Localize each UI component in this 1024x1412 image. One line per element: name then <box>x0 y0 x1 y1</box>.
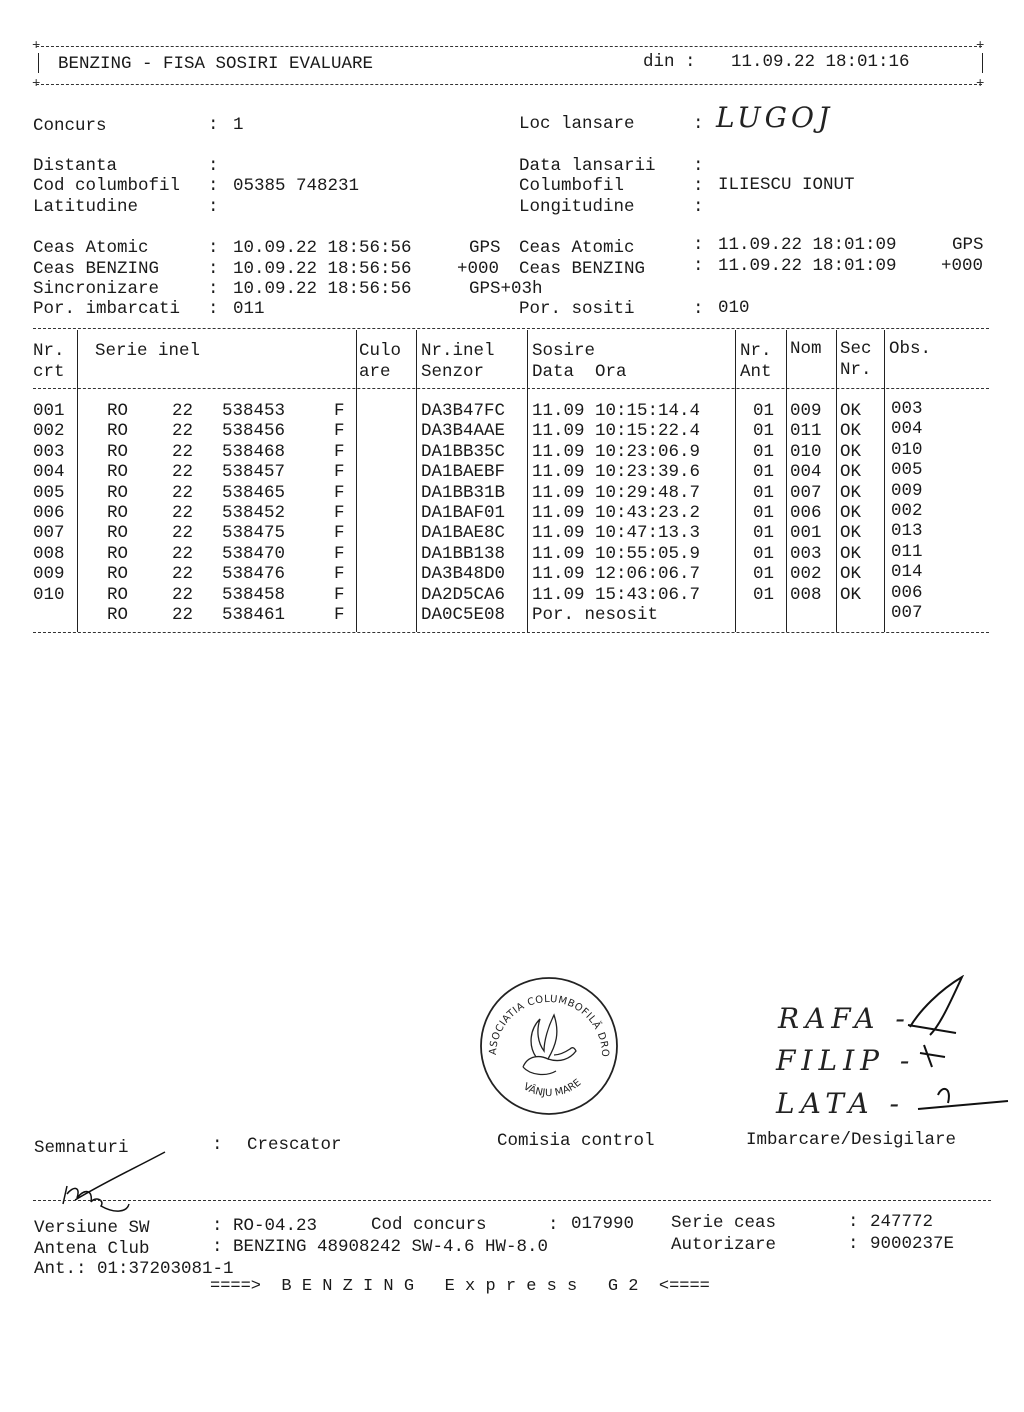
row-sensor-id: DA1BAE8C <box>421 523 506 544</box>
row-nom: 009 <box>790 401 822 421</box>
longitudine-label: Longitudine <box>519 197 635 217</box>
header-bottom-border <box>36 84 982 85</box>
row-sensor-id: DA1BB31B <box>421 482 506 503</box>
row-ring-number: 538476 <box>222 564 286 585</box>
comisia-control-label: Comisia control <box>497 1131 655 1151</box>
row-year: 22 <box>172 482 194 503</box>
row-nr: 007 <box>33 523 65 544</box>
header-nr-ant-2: Ant <box>740 362 772 382</box>
row-sensor-id: DA3B48D0 <box>421 564 506 585</box>
header-serie-inel: Serie inel <box>95 341 201 361</box>
row-nom: 008 <box>790 584 822 605</box>
row-sensor-id: DA1BAEBF <box>421 462 506 483</box>
colon: : <box>208 115 219 135</box>
colon: : <box>208 238 219 258</box>
row-nr: 009 <box>33 564 65 585</box>
col-separator <box>884 330 885 632</box>
row-ring-number: 538453 <box>222 401 286 421</box>
row-antenna: 01 <box>753 401 775 421</box>
header-right-border <box>982 53 983 73</box>
row-country: RO <box>107 523 129 544</box>
versiune-sw-value: RO-04.23 <box>233 1216 318 1236</box>
antena-club-label: Antena Club <box>34 1239 150 1259</box>
col-separator <box>77 330 78 632</box>
row-ring-number: 538470 <box>222 543 286 564</box>
distanta-label: Distanta <box>33 156 118 176</box>
right-clock-benzing-suffix: +000 <box>941 256 984 276</box>
row-arrival-time: 11.09 12:06:06.7 <box>532 564 701 585</box>
colon: : <box>693 176 704 196</box>
row-obs: 004 <box>891 419 923 440</box>
row-sensor-id: DA2D5CA6 <box>421 584 506 605</box>
footer-rule <box>33 1200 991 1201</box>
versiune-sw-label: Versiune SW <box>34 1218 150 1238</box>
row-sec-status: OK <box>840 482 862 503</box>
row-ring-number: 538456 <box>222 421 286 442</box>
left-clock-benzing-suffix: +000 <box>457 259 500 279</box>
table-bottom-rule <box>33 632 989 633</box>
header-top-border <box>36 46 982 47</box>
row-antenna: 01 <box>753 503 775 523</box>
right-clock-atomic-value: 11.09.22 18:01:09 <box>718 235 897 255</box>
colon: : <box>848 1234 859 1254</box>
sincronizare-value: 10.09.22 18:56:56 <box>233 279 412 299</box>
row-nr: 006 <box>33 503 65 523</box>
row-obs: 011 <box>891 541 923 562</box>
row-sex: F <box>334 482 345 503</box>
corner: + <box>976 76 985 92</box>
row-antenna: 01 <box>753 523 775 544</box>
row-antenna: 01 <box>753 441 775 462</box>
row-nom: 001 <box>790 523 822 544</box>
data-lansarii-label: Data lansarii <box>519 156 656 176</box>
row-obs: 003 <box>891 399 923 419</box>
colon: : <box>212 1135 223 1155</box>
row-year: 22 <box>172 503 194 523</box>
sincronizare-label: Sincronizare <box>33 279 160 299</box>
stamp-graphic <box>478 975 620 1117</box>
stamp-text-top: ASOCIATIA COLUMBOFILĂ DRO <box>487 993 611 1058</box>
scribble-signatures <box>890 975 1010 1125</box>
colon: : <box>693 197 704 217</box>
colon: : <box>208 197 219 217</box>
crescator-label: Crescator <box>247 1135 342 1155</box>
serie-ceas-value: 247772 <box>870 1212 934 1232</box>
row-ring-number: 538461 <box>222 605 286 625</box>
left-clock-benzing-label: Ceas BENZING <box>33 259 160 279</box>
row-arrival-time: 11.09 10:55:05.9 <box>532 543 701 564</box>
colon: : <box>208 156 219 176</box>
row-year: 22 <box>172 564 194 585</box>
row-arrival-time: Por. nesosit <box>532 605 659 625</box>
row-obs: 013 <box>891 521 923 542</box>
row-sensor-id: DA1BAF01 <box>421 503 506 523</box>
header-left-border <box>38 53 39 73</box>
col-separator <box>786 330 787 632</box>
concurs-label: Concurs <box>33 116 107 136</box>
cod-columbofil-label: Cod columbofil <box>33 176 181 196</box>
right-clock-benzing-value: 11.09.22 18:01:09 <box>718 256 897 276</box>
din-label: din : <box>643 52 696 72</box>
row-sec-status: OK <box>840 523 862 544</box>
imbarcare-desigilare-label: Imbarcare/Desigilare <box>746 1130 957 1150</box>
row-arrival-time: 11.09 15:43:06.7 <box>532 584 701 605</box>
row-nr: 002 <box>33 421 65 442</box>
col-separator <box>836 330 837 632</box>
row-antenna: 01 <box>753 543 775 564</box>
sincronizare-suffix: GPS+03h <box>469 279 543 299</box>
row-ring-number: 538465 <box>222 482 286 503</box>
row-obs: 010 <box>891 439 923 460</box>
row-nr: 005 <box>33 482 65 503</box>
row-obs: 006 <box>891 582 923 603</box>
corner: + <box>976 38 985 54</box>
row-sec-status: OK <box>840 564 862 585</box>
association-stamp <box>478 975 620 1117</box>
colon: : <box>212 1237 223 1257</box>
col-separator <box>356 330 357 632</box>
colon: : <box>208 279 219 299</box>
row-sensor-id: DA1BB35C <box>421 441 506 462</box>
row-year: 22 <box>172 462 194 483</box>
row-sec-status: OK <box>840 584 862 605</box>
row-ring-number: 538458 <box>222 584 286 605</box>
row-sex: F <box>334 543 345 564</box>
row-sensor-id: DA3B4AAE <box>421 421 506 442</box>
table-top-rule <box>33 328 989 329</box>
columbofil-label: Columbofil <box>519 176 625 196</box>
header-senzor: Senzor <box>421 362 485 382</box>
corner: + <box>32 38 41 54</box>
semnaturi-label: Semnaturi <box>34 1138 129 1158</box>
left-clock-atomic-suffix: GPS <box>469 238 501 258</box>
row-country: RO <box>107 503 129 523</box>
row-nom: 003 <box>790 543 822 564</box>
sositi-label: Por. sositi <box>519 299 635 319</box>
row-ring-number: 538468 <box>222 441 286 462</box>
row-ring-number: 538475 <box>222 523 286 544</box>
row-year: 22 <box>172 605 194 625</box>
row-antenna: 01 <box>753 462 775 483</box>
corner: + <box>32 76 41 92</box>
columbofil-value: ILIESCU IONUT <box>718 175 855 195</box>
header-culoare-2: are <box>359 362 391 382</box>
row-country: RO <box>107 421 129 442</box>
right-clock-atomic-suffix: GPS <box>952 235 984 255</box>
dove-icon <box>523 1015 576 1074</box>
row-arrival-time: 11.09 10:29:48.7 <box>532 482 701 503</box>
row-antenna: 01 <box>753 584 775 605</box>
row-year: 22 <box>172 401 194 421</box>
header-data-ora: Data Ora <box>532 362 627 382</box>
header-sec-nr: Nr. <box>840 360 872 380</box>
commission-signature-lata: LATA - <box>776 1087 906 1120</box>
row-sec-status: OK <box>840 462 862 483</box>
row-sex: F <box>334 584 345 605</box>
row-sensor-id: DA1BB138 <box>421 543 506 564</box>
row-nom: 007 <box>790 482 822 503</box>
row-year: 22 <box>172 421 194 442</box>
row-arrival-time: 11.09 10:15:14.4 <box>532 401 701 421</box>
row-country: RO <box>107 462 129 483</box>
left-clock-atomic-label: Ceas Atomic <box>33 238 149 258</box>
row-year: 22 <box>172 441 194 462</box>
row-sensor-id: DA0C5E08 <box>421 605 506 625</box>
row-country: RO <box>107 564 129 585</box>
loc-lansare-handwritten-value: LUGOJ <box>716 101 834 134</box>
row-sec-status: OK <box>840 401 862 421</box>
din-value: 11.09.22 18:01:16 <box>731 52 910 72</box>
row-sex: F <box>334 564 345 585</box>
header-sec: Sec <box>840 339 872 359</box>
sositi-value: 010 <box>718 298 750 318</box>
row-year: 22 <box>172 543 194 564</box>
colon: : <box>693 156 704 176</box>
row-sex: F <box>334 462 345 483</box>
commission-signature-rafa: RAFA - <box>778 1002 911 1035</box>
loc-lansare-label: Loc lansare <box>519 114 635 134</box>
row-nr: 010 <box>33 584 65 605</box>
antena-club-value: BENZING 48908242 SW-4.6 HW-8.0 <box>233 1237 549 1257</box>
row-arrival-time: 11.09 10:43:23.2 <box>532 503 701 523</box>
left-clock-atomic-value: 10.09.22 18:56:56 <box>233 238 412 258</box>
row-antenna: 01 <box>753 421 775 442</box>
row-obs: 014 <box>891 562 923 583</box>
concurs-value: 1 <box>233 115 244 135</box>
row-arrival-time: 11.09 10:47:13.3 <box>532 523 701 544</box>
row-nom: 011 <box>790 421 822 442</box>
autorizare-label: Autorizare <box>671 1235 777 1255</box>
row-country: RO <box>107 482 129 503</box>
header-nom: Nom <box>790 339 822 359</box>
antenna-id: Ant.: 01:37203081-1 <box>34 1259 234 1279</box>
row-antenna: 01 <box>753 564 775 585</box>
header-nr-inel: Nr.inel <box>421 341 495 361</box>
crescator-signature <box>55 1150 175 1220</box>
header-culoare-1: Culo <box>359 341 402 361</box>
row-arrival-time: 11.09 10:15:22.4 <box>532 421 701 442</box>
cod-columbofil-value: 05385 748231 <box>233 176 360 196</box>
row-nom: 004 <box>790 462 822 483</box>
right-clock-atomic-label: Ceas Atomic <box>519 238 635 258</box>
colon: : <box>208 299 219 319</box>
row-country: RO <box>107 543 129 564</box>
colon: : <box>693 235 704 255</box>
row-country: RO <box>107 605 129 625</box>
row-year: 22 <box>172 584 194 605</box>
colon: : <box>208 176 219 196</box>
row-sex: F <box>334 605 345 625</box>
row-nom: 002 <box>790 564 822 585</box>
row-sex: F <box>334 503 345 523</box>
colon: : <box>212 1216 223 1236</box>
row-obs: 009 <box>891 480 923 501</box>
brand-line: ====> B E N Z I N G E x p r e s s G 2 <==== <box>210 1277 710 1296</box>
header-nr-crt-2: crt <box>33 362 65 382</box>
latitudine-label: Latitudine <box>33 197 139 217</box>
row-nom: 010 <box>790 441 822 462</box>
left-clock-benzing-value: 10.09.22 18:56:56 <box>233 259 412 279</box>
cod-concurs-value: 017990 <box>571 1214 635 1234</box>
row-nr: 004 <box>33 462 65 483</box>
row-ring-number: 538452 <box>222 503 286 523</box>
colon: : <box>693 256 704 276</box>
header-obs: Obs. <box>889 339 932 359</box>
row-country: RO <box>107 584 129 605</box>
row-nr: 003 <box>33 441 65 462</box>
serie-ceas-label: Serie ceas <box>671 1213 777 1233</box>
header-sosire: Sosire <box>532 341 596 361</box>
row-arrival-time: 11.09 10:23:06.9 <box>532 441 701 462</box>
row-sex: F <box>334 441 345 462</box>
row-ring-number: 538457 <box>222 462 286 483</box>
row-sensor-id: DA3B47FC <box>421 401 506 421</box>
row-antenna: 01 <box>753 482 775 503</box>
imbarcati-label: Por. imbarcati <box>33 299 181 319</box>
col-separator <box>416 330 417 632</box>
row-sex: F <box>334 421 345 442</box>
row-nr: 008 <box>33 543 65 564</box>
stamp-text-bottom: VÂNJU MARE <box>521 1077 584 1100</box>
col-separator <box>735 330 736 632</box>
row-year: 22 <box>172 523 194 544</box>
row-sec-status: OK <box>840 503 862 523</box>
right-clock-benzing-label: Ceas BENZING <box>519 259 646 279</box>
cod-concurs-label: Cod concurs <box>371 1215 487 1235</box>
table-header-rule <box>33 388 989 389</box>
header-nr-crt-1: Nr. <box>33 341 65 361</box>
autorizare-value: 9000237E <box>870 1234 955 1254</box>
colon: : <box>208 259 219 279</box>
colon: : <box>693 299 704 319</box>
row-arrival-time: 11.09 10:23:39.6 <box>532 462 701 483</box>
colon: : <box>693 114 704 134</box>
row-nom: 006 <box>790 503 822 523</box>
row-country: RO <box>107 401 129 421</box>
row-obs: 002 <box>891 501 923 521</box>
row-sex: F <box>334 401 345 421</box>
row-country: RO <box>107 441 129 462</box>
row-obs: 005 <box>891 460 923 481</box>
document-title: BENZING - FISA SOSIRI EVALUARE <box>58 54 374 74</box>
row-sec-status: OK <box>840 543 862 564</box>
colon: : <box>848 1212 859 1232</box>
row-sec-status: OK <box>840 441 862 462</box>
colon: : <box>548 1215 559 1235</box>
header-nr-ant-1: Nr. <box>740 341 772 361</box>
row-obs: 007 <box>891 603 923 623</box>
commission-signature-filip: FILIP - <box>776 1044 916 1077</box>
row-sec-status: OK <box>840 421 862 442</box>
row-nr: 001 <box>33 401 65 421</box>
row-sex: F <box>334 523 345 544</box>
imbarcati-value: 011 <box>233 299 265 319</box>
col-separator <box>527 330 528 632</box>
